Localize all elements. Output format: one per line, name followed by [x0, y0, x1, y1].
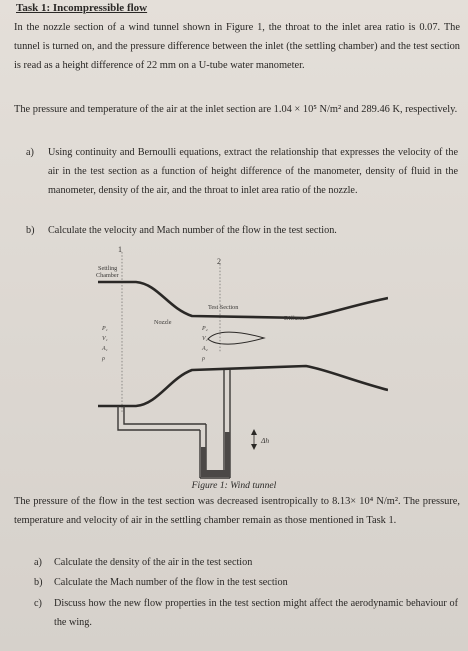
test-symbol-a: A₂	[202, 346, 208, 352]
inlet-symbol-a: A₁	[102, 346, 108, 352]
task2-item-a-marker: a)	[34, 557, 42, 568]
task1-item-a: Using continuity and Bernoulli equations, extract the relationship that expresses the velocity of the air in the test section as a function of height difference of the manometer, density of fluid in the manometer, density of the air, and the throat to inlet area ratio of the nozzle.	[48, 147, 458, 196]
test-symbol-p: P₂	[202, 326, 208, 332]
test-section-label: Test Section	[208, 304, 239, 311]
task1-paragraph-1: In the nozzle section of a wind tunnel shown in Figure 1, the throat to the inlet area ratio is 0.07. The tunnel is turned on, and the pressure difference between the inlet (the settling chamber) and the test section is read as a height difference of 22 mm on a U-tube water manometer.	[14, 22, 460, 71]
task2-item-b: Calculate the Mach number of the flow in the test section	[54, 577, 288, 588]
inlet-symbol-p: P₁	[102, 326, 108, 332]
station-2-label: 2	[217, 257, 221, 266]
task1-item-b: Calculate the velocity and Mach number of the flow in the test section.	[48, 225, 337, 236]
inlet-symbol-v: V₁	[102, 336, 108, 342]
test-symbol-v: V₂	[202, 336, 208, 342]
nozzle-label: Nozzle	[154, 319, 172, 326]
task2-paragraph-1: The pressure of the flow in the test section was decreased isentropically to 8.13× 10⁴ N/m². The pressure, temperature and velocity of air in the settling chamber remain as those mentioned in Task 1.	[14, 496, 460, 526]
dh-arrow-up	[251, 429, 257, 435]
task2-item-c: Discuss how the new flow properties in the test section might affect the aerodynamic behaviour of the wing.	[54, 598, 458, 628]
manometer-fluid-bottom	[201, 470, 230, 477]
manometer-pipe-inner	[124, 406, 206, 424]
task2-item-b-marker: b)	[34, 577, 43, 588]
dh-arrow-down	[251, 444, 257, 450]
dh-label: Δh	[261, 436, 270, 445]
task1-paragraph-2: The pressure and temperature of the air at the inlet section are 1.04 × 10⁵ N/m² and 289.46 K, respectively.	[14, 104, 458, 115]
task-title: Task 1: Incompressible flow	[16, 2, 148, 14]
test-symbol-rho: ρ	[202, 356, 205, 362]
task2-item-c-marker: c)	[34, 598, 42, 609]
tunnel-lower-wall	[98, 366, 388, 406]
wing-model	[208, 332, 264, 344]
diffuser-label: Diffuser	[284, 315, 305, 322]
task1-item-a-marker: a)	[26, 147, 34, 158]
task1-item-b-marker: b)	[26, 225, 35, 236]
manometer-pipe-outer	[118, 406, 200, 430]
settling-label-1: Settling	[98, 265, 118, 272]
inlet-symbol-rho: ρ	[102, 356, 105, 362]
figure-caption: Figure 1: Wind tunnel	[191, 480, 277, 491]
station-1-label: 1	[118, 245, 122, 254]
settling-label-2: Chamber	[96, 272, 119, 279]
task2-item-a: Calculate the density of the air in the test section	[54, 557, 253, 568]
wind-tunnel-figure	[88, 242, 388, 482]
tunnel-upper-wall	[98, 282, 388, 318]
